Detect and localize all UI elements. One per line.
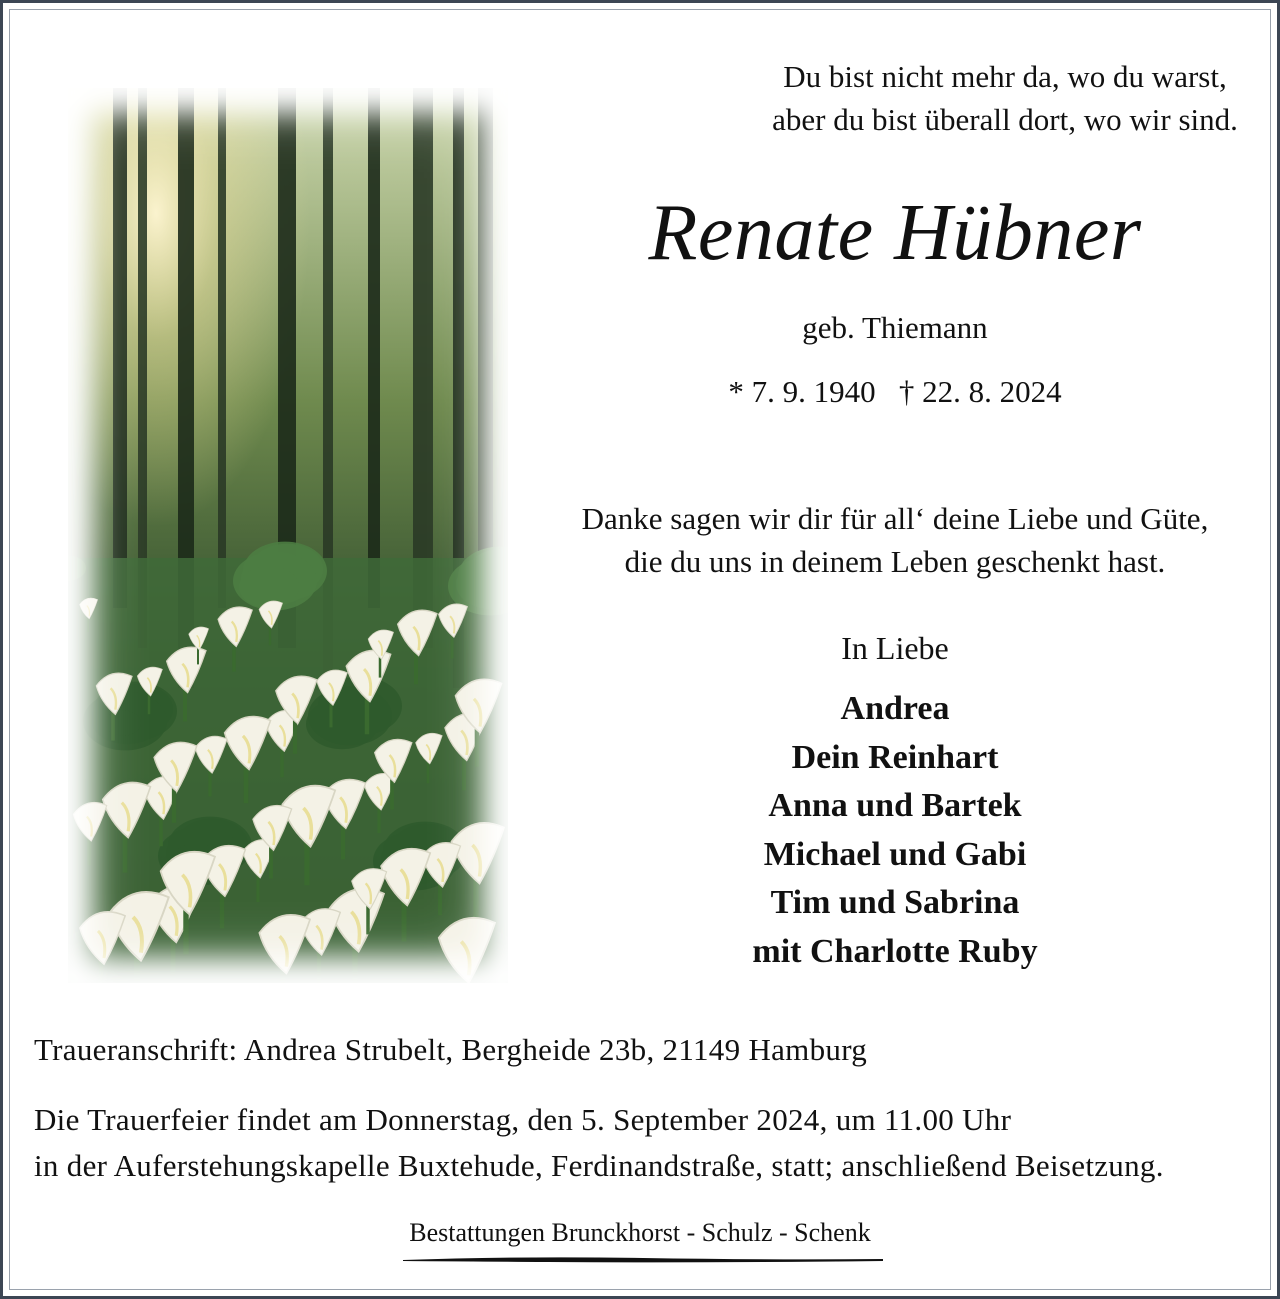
mourner-name: mit Charlotte Ruby: [752, 932, 1038, 970]
leaf: [105, 710, 141, 735]
thanks-text: [545, 497, 1245, 583]
mourner-name: Andrea: [840, 690, 950, 727]
forest-lily-photo: [68, 88, 508, 983]
life-dates: [560, 374, 1230, 410]
funeral-info: [34, 1097, 1164, 1189]
tree-trunk: [113, 88, 127, 608]
motto-line-1: Du bist nicht mehr da, wo du warst,: [783, 59, 1227, 94]
tree-trunk: [368, 88, 380, 608]
funeral-line-2: in der Auferstehungskapelle Buxtehude, Ferdinandstraße, statt; anschließend Beisetzung.: [34, 1148, 1164, 1183]
in-love-heading: In Liebe: [841, 630, 949, 666]
tree-trunk: [218, 88, 226, 608]
underline-brush-stroke: [398, 1255, 888, 1263]
mourner-name: Tim und Sabrina: [770, 884, 1020, 921]
funeral-line-1: Die Trauerfeier findet am Donnerstag, den 5. September 2024, um 11.00 Uhr: [34, 1102, 1012, 1137]
motto-quote: [700, 55, 1280, 141]
mourner-name: Anna und Bartek: [768, 787, 1022, 824]
forest-scene-image: [68, 88, 508, 983]
mourner-name: Michael und Gabi: [763, 835, 1027, 873]
deceased-name: Renate Hübner: [648, 189, 1142, 277]
mourning-address: Traueranschrift: Andrea Strubelt, Bergheide 23b, 21149 Hamburg: [34, 1032, 868, 1067]
thanks-line-1: Danke sagen wir dir für all‘ deine Liebe und Güte,: [581, 501, 1209, 536]
tree-trunk: [478, 88, 493, 608]
motto-line-2: aber du bist überall dort, wo wir sind.: [772, 102, 1238, 137]
birth-name: geb. Thiemann: [802, 310, 988, 345]
mourner-name: Dein Reinhart: [791, 738, 999, 776]
mourners-list: [560, 685, 1230, 976]
death-date: † 22. 8. 2024: [898, 374, 1062, 409]
undertaker-name: Bestattungen Brunckhorst - Schulz - Schenk: [409, 1218, 871, 1247]
birth-date: * 7. 9. 1940: [728, 374, 876, 409]
thanks-line-2: die du uns in deinem Leben geschenkt hast.: [624, 544, 1166, 579]
